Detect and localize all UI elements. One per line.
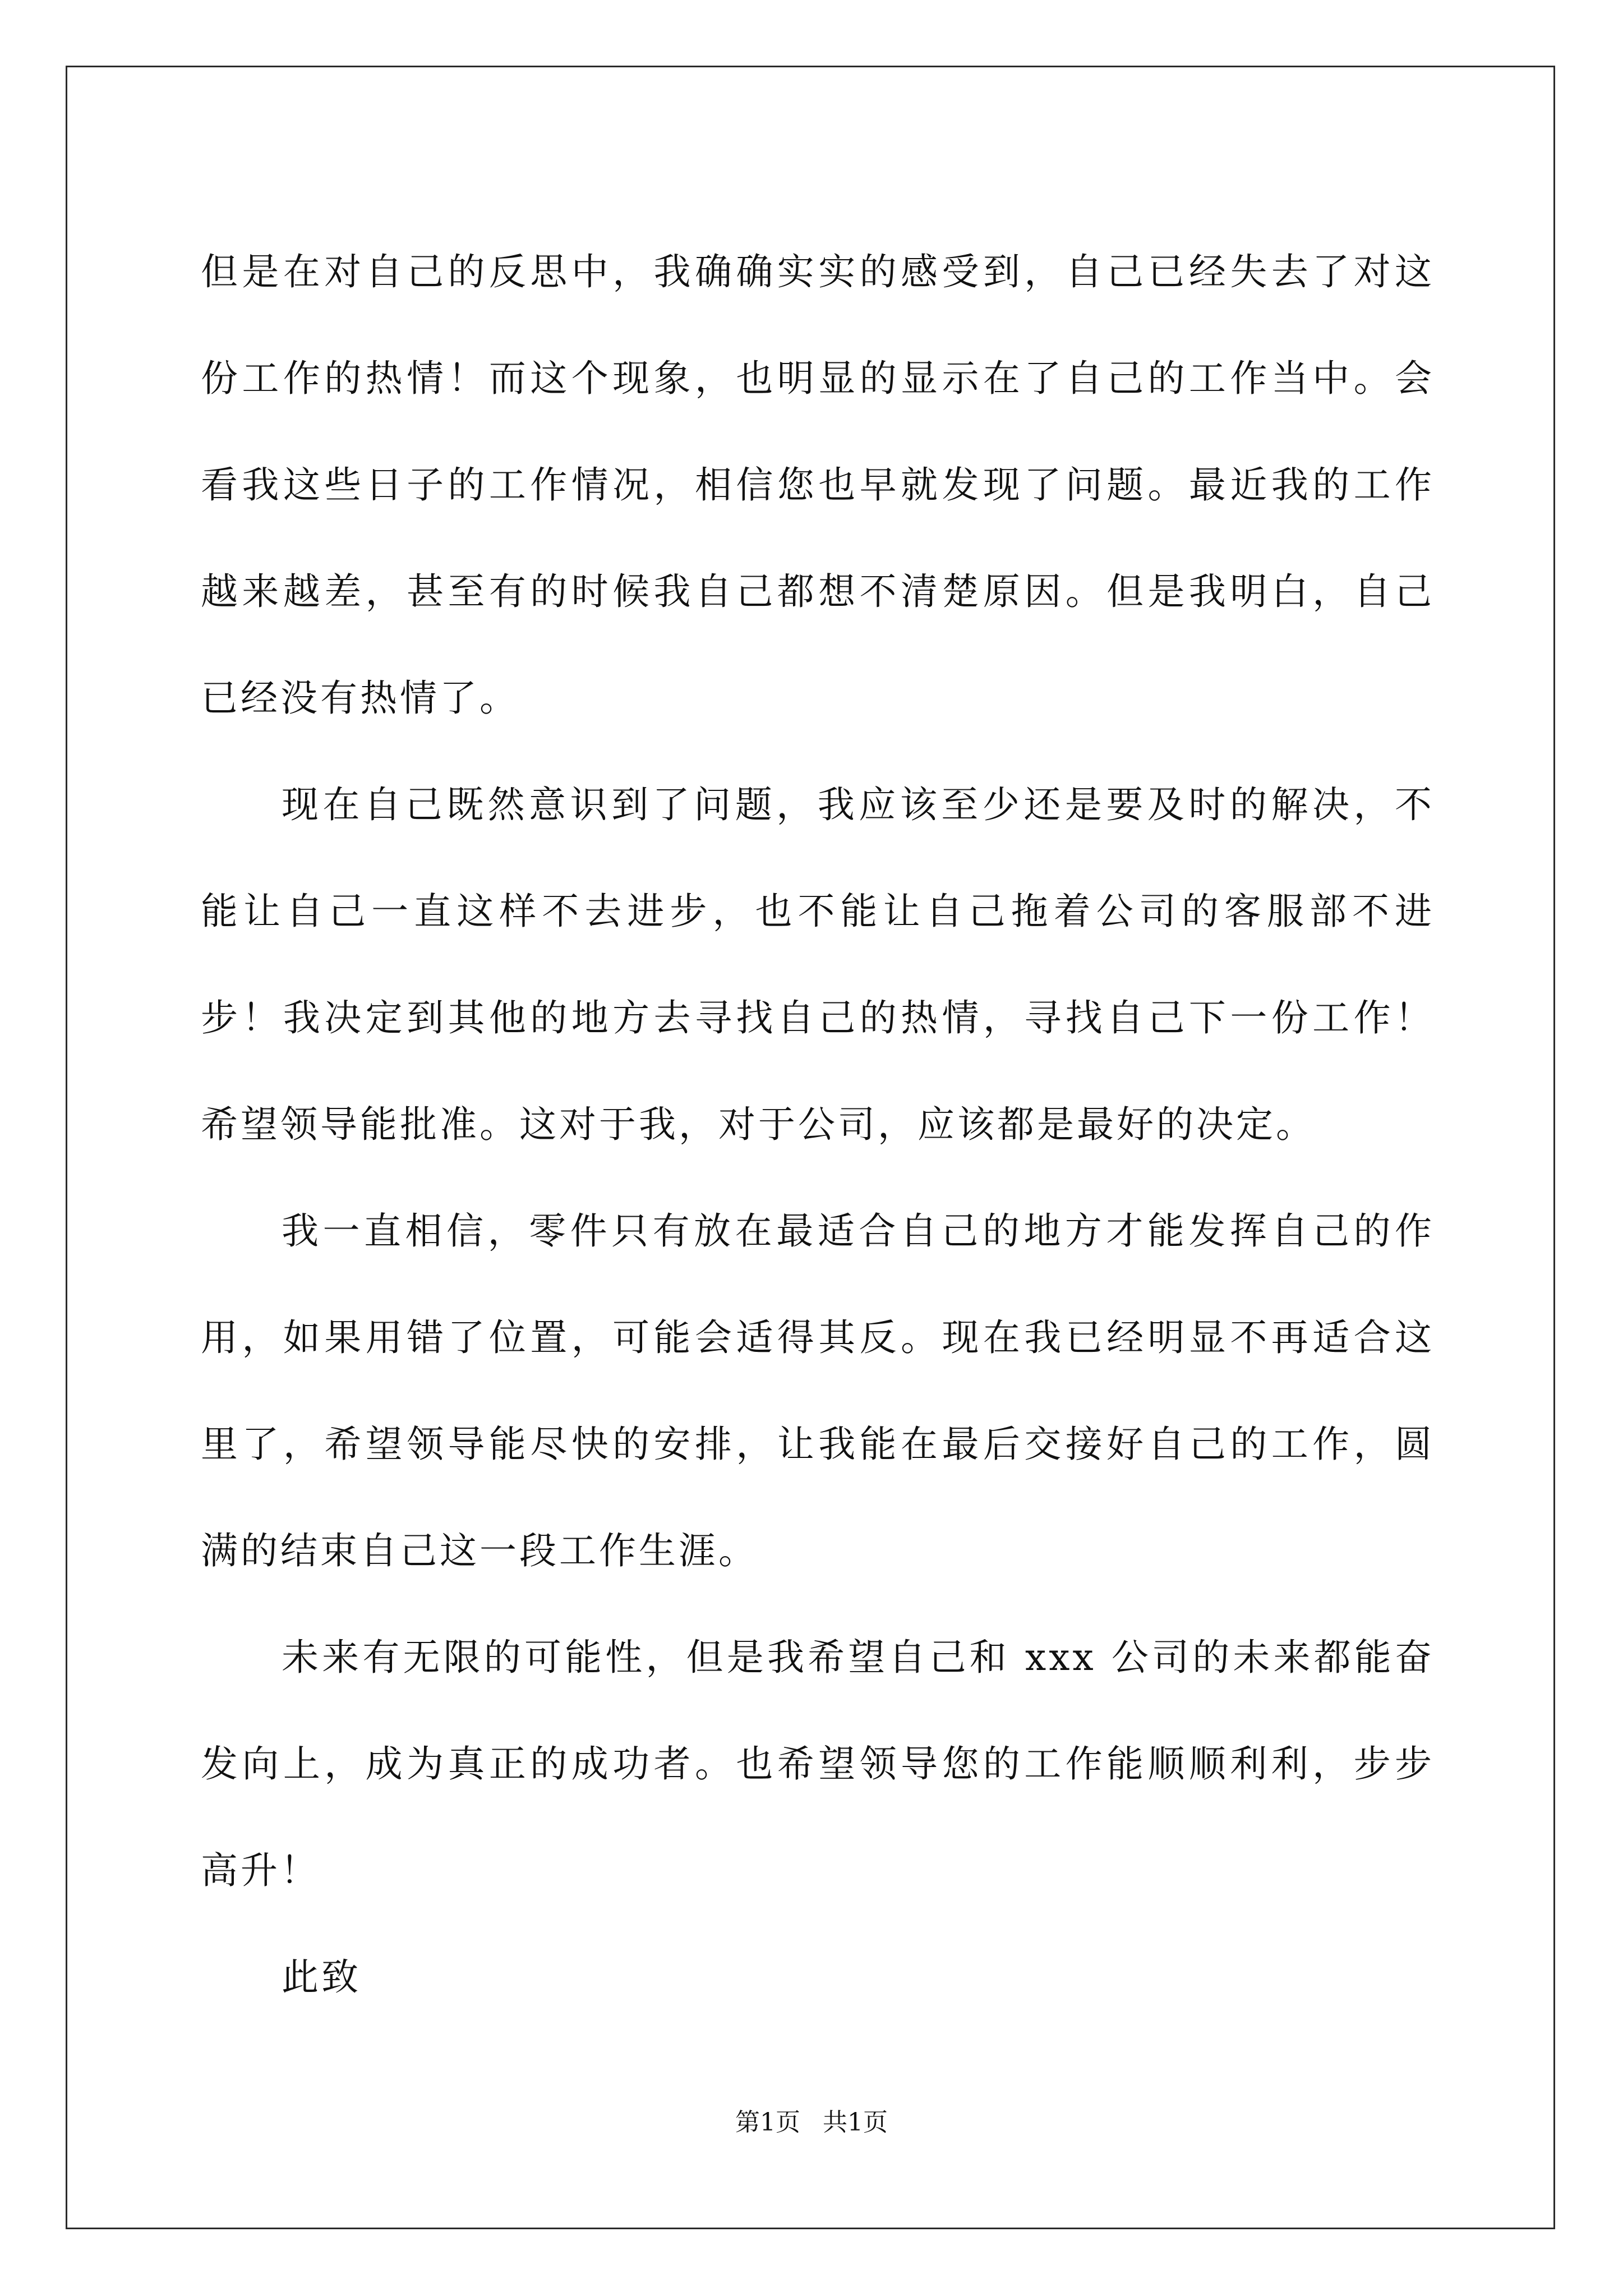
paragraph-1: 但是在对自己的反思中，我确确实实的感受到，自己已经失去了对这份工作的热情！而这个现象，也明显的显示在了自己的工作当中。会看我这些日子的工作情况，相信您也早就发现了问题。最近我的工作越来越差，甚至有的时候我自己都想不清楚原因。但是我明白，自己已经没有热情了。	[201, 250, 1435, 720]
page-total: 共1页	[823, 2108, 888, 2137]
paragraph-2: 现在自己既然意识到了问题，我应该至少还是要及时的解决，不能让自己一直这样不去进步，也不能让自己拖着公司的客服部不进步！我决定到其他的地方去寻找自己的热情，寻找自己下一份工作！希望领导能批准。这对于我，对于公司，应该都是最好的决定。	[201, 783, 1435, 1146]
page-number: 第1页	[735, 2108, 800, 2137]
document-body	[201, 219, 1435, 2031]
paragraph-3: 我一直相信，零件只有放在最适合自己的地方才能发挥自己的作用，如果用错了位置，可能会适得其反。现在我已经明显不再适合这里了，希望领导能尽快的安排，让我能在最后交接好自己的工作，圆满的结束自己这一段工作生涯。	[201, 1209, 1435, 1572]
paragraph-4: 未来有无限的可能性，但是我希望自己和 xxx 公司的未来都能奋发向上，成为真正的成功者。也希望领导您的工作能顺顺利利，步步高升！	[201, 1636, 1435, 1892]
page-footer	[0, 2106, 1623, 2139]
closing-salutation: 此致	[282, 1955, 361, 1999]
